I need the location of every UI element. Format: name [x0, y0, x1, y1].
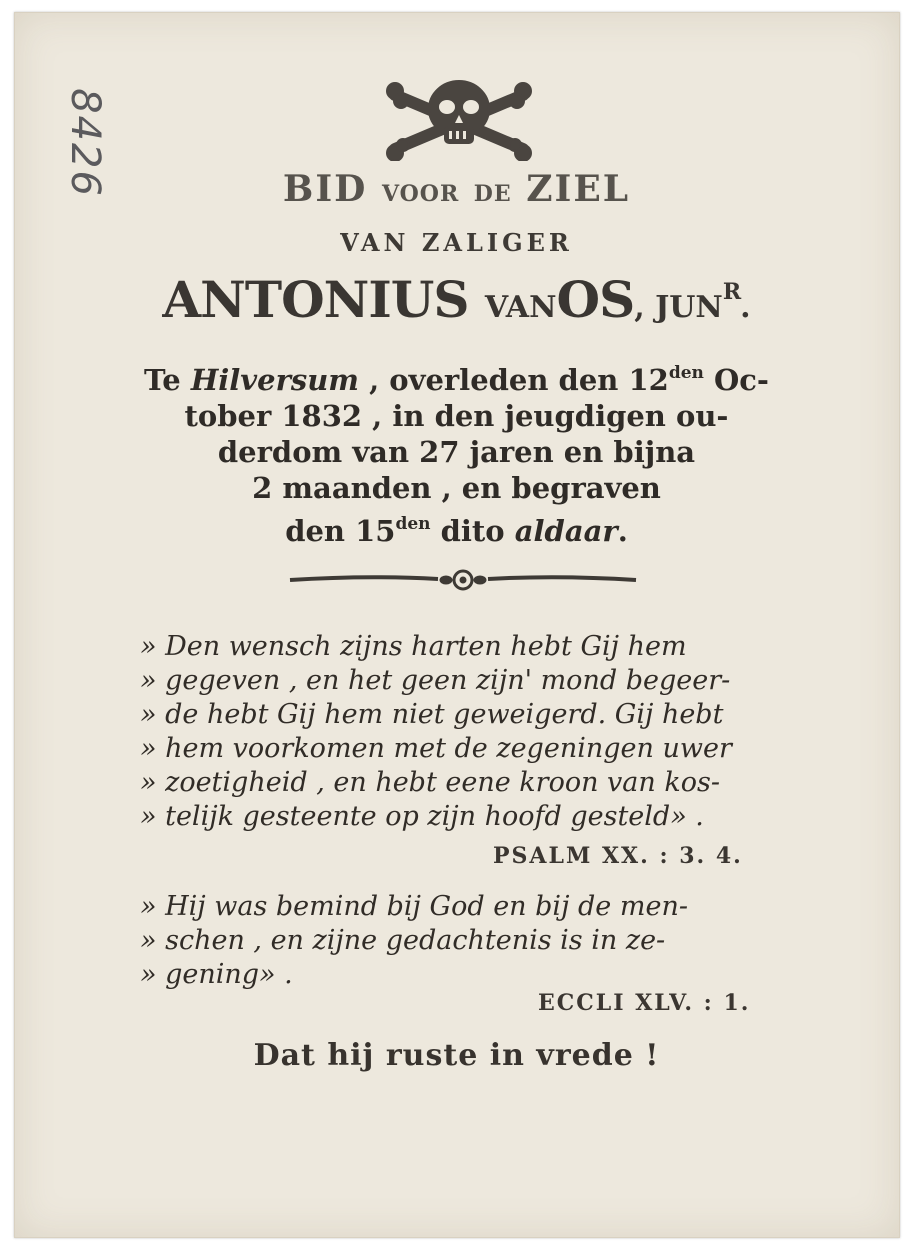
ecclesiasticus-quote: [140, 890, 780, 992]
name-part: ANTONIUS: [162, 270, 469, 329]
name-part: , JUN: [634, 290, 723, 325]
quote-line: » gening» .: [140, 959, 293, 990]
quote-line: » Den wensch zijns harten hebt Gij hem: [140, 631, 687, 662]
deceased-name: [0, 270, 913, 329]
body-line: 2 maanden , en begraven: [252, 471, 661, 505]
quote-line: » zoetigheid , en hebt eene kroon van kos-: [140, 767, 720, 798]
ornamental-divider: [288, 566, 638, 594]
handwritten-catalog-number: 8426: [62, 88, 108, 198]
quote-line: » telijk gesteente op zijn hoofd gesteld» .: [140, 801, 704, 832]
name-part: R: [722, 279, 741, 305]
death-notice-text: [0, 355, 913, 549]
name-part: OS: [556, 270, 635, 329]
heading-word: ZIEL: [526, 168, 631, 210]
heading-word: BID: [282, 168, 368, 210]
heading-bid-voor-de-ziel: [0, 168, 913, 210]
skull-and-crossbones-icon: [385, 75, 533, 161]
heading-word: DE: [473, 181, 512, 207]
body-line: derdom van 27 jaren en bijna: [217, 435, 696, 469]
heading-van-zaliger: VAN ZALIGER: [340, 228, 573, 257]
body-line: den $15^{den}$ dito aldaar.: [285, 514, 628, 548]
quote-line: » de hebt Gij hem niet geweigerd. Gij hebt: [140, 699, 724, 730]
quote-line: » gegeven , en het geen zijn' mond begeer-: [140, 665, 731, 696]
body-line: Te Hilversum , overleden den $12^{den}$ Oc-: [144, 363, 769, 397]
heading-word: VOOR: [381, 181, 460, 207]
quote-line: » schen , en zijne gedachtenis is in ze-: [140, 925, 666, 956]
body-line: tober 1832 , in den jeugdigen ou-: [184, 399, 729, 433]
quote-line: » Hij was bemind bij God en bij de men-: [140, 891, 688, 922]
psalm-reference: PSALM XX. : 3. 4.: [493, 843, 743, 869]
name-part: VAN: [484, 290, 557, 325]
closing-prayer: Dat hij ruste in vrede !: [253, 1038, 660, 1073]
name-part: .: [740, 290, 751, 325]
quote-line: » hem voorkomen met de zegeningen uwer: [140, 733, 732, 764]
psalm-quote: [140, 630, 780, 834]
ecclesiasticus-reference: ECCLI XLV. : 1.: [538, 990, 751, 1016]
